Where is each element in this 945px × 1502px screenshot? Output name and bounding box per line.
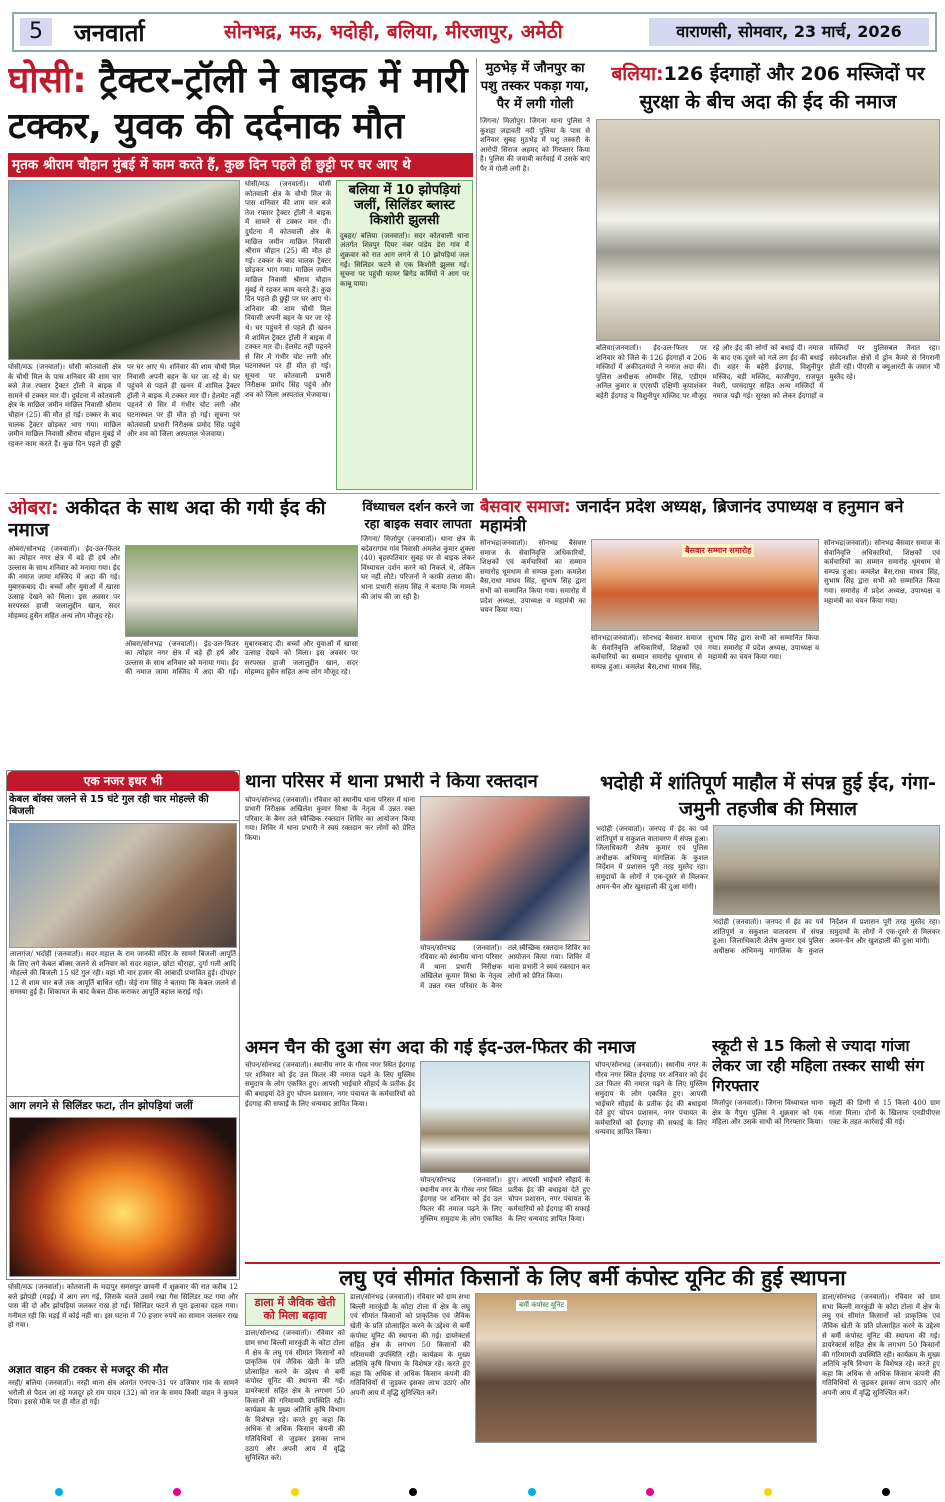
blood-body-2: चोपन/सोनभद्र (जनवार्ता)। रविवार को स्थानीय थाना परिसर में थाना प्रभारी निरीक्षक अखिलेश कुमार मिश्रा के नेतृत्व में उन्नत रक्त परिवार के बैनर तले स्वैच्छिक रक्तदान शिविर का आयोजन किया गया। शिविर में थाना प्रभारी ने स्वयं रक्तदान कर लोगों को प्रेरित किया। <box>420 943 590 991</box>
obra-body: ओबरा/सोनभद्र (जनवार्ता)। ईद-उल-फितर का त्योहार नगर क्षेत्र में बड़े ही हर्ष और उल्लास के साथ शनिवार को मनाया गया। ईद की नमाज जामा मस्जिद में अदा की गई। मुबारकबाद दी। बच्चों और युवाओं में खासा उत्साह देखने को मिला। इस अवसर पर सरपरस्त हाजी जलालुद्दीन खान, सदर मोहम्मद हुसैन सहित अन्य लोग मौजूद रहे। <box>125 639 358 677</box>
lead-body-col: घोसी/मऊ (जनवार्ता)। घोसी कोतवाली क्षेत्र के चौथी मिल के पास शनिवार की शाम चार बजे तेज रफ्तार ट्रैक्टर ट्रॉली ने बाइक में सामने से टक्कर मार दी। दुर्घटना में कोतवाली क्षेत्र के माछिल जमीन माछिल निवासी श्रीराम चौहान (25) की मौत हो गई। टक्कर के बाद चालक ट्रैक्टर छोड़कर भाग गया। माछिल जमीन माछिल निवासी श्रीराम चौहान मुंबई में रहकर काम करते हैं। कुछ दिन पहले ही छुट्टी पर घर आए थे। शनिवार की शाम चौथी मिल निवासी अपनी बहन के घर जा रहे थे। घर पहुंचने से पहले ही खनन में शामिल ट्रैक्टर ट्रॉली ने बाइक में टक्कर मार दी। हेलमेट नहीं पहनने से सिर में गंभीर चोट लगी और घटनास्थल पर ही मौत हो गई। सूचना पर कोतवाली प्रभारी निरीक्षक प्रमोद सिंह पहुंचे और शव को जिला अस्पताल भेजवाया। <box>245 180 331 400</box>
aman-body: चोपन/सोनभद्र (जनवार्ता)। स्थानीय नगर के गौरव नगर स्थित ईदगाह पर शनिवार को ईद उल फितर की नमाज पढ़ने के लिए मुस्लिम समुदाय के लोग एकत्रित हुए। आपसी भाईचारे सौहार्द के प्रतीक ईद की बधाइयां देते हुए चोपन प्रशासन, नगर पंचायत के कर्मचारियों को ईदगाह की सफाई के लिए धन्यवाद ज्ञापित किया। <box>245 1061 415 1108</box>
bhadohi-right-col <box>713 825 940 1028</box>
compost-body-3: डाला/सोनभद्र (जनवार्ता)। रविवार को ग्राम सभा बिल्ली मारकुंडी के कोटा टोला में क्षेत्र के लघु एवं सीमांत किसानों को प्राकृतिक एवं जैविक खेती के प्रति प्रोत्साहित करने के उद्देश्य से बर्मी कंपोस्ट यूनिट की स्थापना की गई। डायरेक्टर्स सहित क्षेत्र के लगभग 50 किसानों की गरिमामयी उपस्थिति रही। कार्यक्रम के मुख्य अतिथि कृषि विभाग के विशेषज्ञ रहे। करते हुए कहा कि अधिक से अधिक किसान कंपनी की गतिविधियों से जुड़कर इसका लाभ उठाएं और अपनी आय में वृद्धि सुनिश्चित करें। <box>822 1293 940 1398</box>
blood-content <box>245 796 590 1028</box>
ballia-fire-body: दुबहर/ बलिया (जनवार्ता)। सदर कोतवाली थाना अंतर्गत शिवपुर दियर नंबर पांडेय डेरा गांव में शुक्रवार को रात आग लगने से 10 झोपड़ियां जल गईं। सिलिंडर फटने से एक किशोरी झुलस गई। सूचना पर पहुंची फायर ब्रिगेड कर्मियों ने आग पर काबू पाया। <box>340 231 469 288</box>
lead-headline[interactable] <box>8 58 473 150</box>
baiswar-banner: बैसवार सम्मान समारोह <box>682 544 754 557</box>
aman-mid-col <box>420 1061 590 1258</box>
fire-body: घोसी/मऊ (जनवार्ता)। कोतवाली के मदापुर समसपुर छावनी में शुक्रवार की रात करीब 12 बजे झोपड़ी (मड़ई) में आग लग गई, जिसके चलते उसमें रखा गैस सिलिंडर फट गया और पास की दो और झोपड़ियां जलकर राख हो गईं। सिलिंडर फटने से पूरा इलाका दहल गया। गनीमत रही कि मड़ई में कोई नहीं था। इस घटना में 70 हजार रुपये का सामान जलकर राख हो गया। <box>8 1283 238 1330</box>
baiswar-kicker: बैसवार समाज: <box>480 498 571 516</box>
compost-headline[interactable]: लघु एवं सीमांत किसानों के लिए बर्मी कंपोस्ट यूनिट की हुई स्थापना <box>339 1266 846 1290</box>
compost-box <box>245 1293 345 1326</box>
fire-photo <box>9 1117 237 1277</box>
aman-body-2: चोपन/सोनभद्र (जनवार्ता)। स्थानीय नगर के गौरव नगर स्थित ईदगाह पर शनिवार को ईद उल फितर की नमाज पढ़ने के लिए मुस्लिम समुदाय के लोग एकत्रित हुए। आपसी भाईचारे सौहार्द के प्रतीक ईद की बधाइयां देते हुए चोपन प्रशासन, नगर पंचायत के कर्मचारियों को ईदगाह की सफाई के लिए धन्यवाद ज्ञापित किया। <box>420 1176 590 1223</box>
brand-name: जनवार्ता <box>74 19 145 47</box>
lead-left-col <box>8 180 240 490</box>
vindhyachal-article <box>361 498 475 765</box>
compost-left-col <box>245 1293 345 1476</box>
compost-box-headline[interactable]: डाला में जैविक खेती को मिला बढ़ावा <box>254 1296 336 1322</box>
ballia-fire-headline[interactable]: बलिया में 10 झोपड़ियां जलीं, सिलिंडर ब्लास्ट किशोरी झुलसी <box>348 183 461 228</box>
cable-box-photo <box>9 823 237 948</box>
baiswar-body-right: सोनभद्र(जनवार्ता)। सोनभद्र बैसवार समाज के सेवानिवृत्ति अधिकारियों, शिक्षकों एवं कर्मचारियों का सम्मान समारोह धूमधाम से सम्पन्न हुआ। कमलेश बैस,राधा माधव सिंह, सुभाष सिंह द्वारा सभी को सम्मानित किया गया। समारोह में प्रदेश अध्यक्ष, उपाध्यक्ष व महामंत्री का चयन किया गया। <box>824 538 940 605</box>
ballia-eid-article <box>596 60 940 490</box>
ek-nazar-headline[interactable]: केबल बॉक्स जलने से 15 घंटे गुल रही चार मोहल्ले की बिजली <box>7 793 239 821</box>
divider <box>5 493 940 494</box>
aman-article <box>245 1038 707 1258</box>
obra-kicker: ओबरा: <box>8 498 59 519</box>
compost-banner: बर्मी कंपोस्ट यूनिट <box>516 1300 567 1311</box>
lead-kicker: घोसी: <box>8 60 87 101</box>
ballia-fire-box <box>336 180 473 490</box>
left-bottom-articles <box>8 1283 238 1475</box>
baiswar-photo <box>591 539 819 631</box>
obra-content <box>8 545 358 765</box>
ballia-eid-kicker: बलिया: <box>611 63 664 85</box>
divider <box>245 1262 940 1264</box>
aman-eid-photo <box>420 1061 590 1173</box>
baiswar-headline-text: जनार्दन प्रदेश अध्यक्ष, ब्रिजानंद उपाध्यक्ष व हनुमान बने महामंत्री <box>480 498 904 535</box>
lead-subhead: मृतक श्रीराम चौहान मुंबई में काम करते हैं, कुछ दिन पहले ही छुट्टी पर घर आए थे <box>8 153 473 177</box>
ballia-eid-headline-text: 126 ईदगाहों और 206 मस्जिदों पर सुरक्षा के बीच अदा की ईद की नमाज <box>639 63 925 113</box>
ek-nazar-title: एक नजर इधर भी <box>7 771 239 791</box>
obra-article <box>8 498 358 765</box>
aman-content <box>245 1061 707 1258</box>
divider <box>476 58 477 490</box>
mutbhed-body: जिगना/ मिर्जापुर। जिगना थाना पुलिस ने कुशहा जड़ावती नदी पुलिया के पास से शनिवार सुबह मुठभेड़ में पशु तस्करी के आरोपी सिराज अहमद को गिरफ्तार किया है। पुलिस की जवाबी कार्रवाई में उसके बाएं पैर में गोली लगी है। <box>480 117 590 173</box>
lead-article <box>8 58 473 490</box>
baiswar-headline[interactable] <box>480 498 940 536</box>
bhadohi-body: भदोही (जनवार्ता)। जनपद में ईद का पर्व शांतिपूर्ण व सकुशल वातावरण में संपन्न हुआ। जिलाधिकारी शैलेष कुमार एवं पुलिस अधीक्षक अभिमन्यु मांगलिक के कुशल निर्देशन में प्रशासन पूरी तरह मुस्तैद रहा। समुदायों के लोगों ने एक-दूसरे से मिलकर अमन-चैन और खुशहाली की दुआ मांगी। <box>713 918 940 955</box>
obra-headline[interactable] <box>8 498 358 542</box>
ganja-headline[interactable]: स्कूटी से 15 किलो से ज्यादा गांजा लेकर जा रही महिला तस्कर साथी संग गिरफ्तार <box>712 1037 924 1095</box>
bhadohi-article <box>596 770 940 1028</box>
baiswar-mid-col <box>591 539 819 765</box>
ganja-article <box>712 1036 940 1258</box>
compost-content <box>245 1293 940 1476</box>
aman-headline[interactable]: अमन चैन की दुआ संग अदा की गई ईद-उल-फितर की नमाज <box>245 1038 636 1058</box>
mutbhed-headline[interactable]: मुठभेड़ में जौनपुर का पशु तस्कर पकड़ा गया, पैर में लगी गोली <box>480 61 590 112</box>
vindhyachal-headline[interactable]: विंध्याचल दर्शन करने जा रहा बाइक सवार लापता <box>362 499 474 531</box>
compost-body-1: डाला/सोनभद्र (जनवार्ता)। रविवार को ग्राम सभा बिल्ली मारकुंडी के कोटा टोला में क्षेत्र के लघु एवं सीमांत किसानों को प्राकृतिक एवं जैविक खेती के प्रति प्रोत्साहित करने के उद्देश्य से बर्मी कंपोस्ट यूनिट की स्थापना की गई। डायरेक्टर्स सहित क्षेत्र के लगभग 50 किसानों की गरिमामयी उपस्थिति रही। कार्यक्रम के मुख्य अतिथि कृषि विभाग के विशेषज्ञ रहे। करते हुए कहा कि अधिक से अधिक किसान कंपनी की गतिविधियों से जुड़कर इसका लाभ उठाएं और अपनी आय में वृद्धि सुनिश्चित करें। <box>245 1329 345 1463</box>
aman-body-3: चोपन/सोनभद्र (जनवार्ता)। स्थानीय नगर के गौरव नगर स्थित ईदगाह पर शनिवार को ईद उल फितर की नमाज पढ़ने के लिए मुस्लिम समुदाय के लोग एकत्रित हुए। आपसी भाईचारे सौहार्द के प्रतीक ईद की बधाइयां देते हुए चोपन प्रशासन, नगर पंचायत के कर्मचारियों को ईदगाह की सफाई के लिए धन्यवाद ज्ञापित किया। <box>595 1061 707 1137</box>
ek-nazar-box <box>6 770 240 1280</box>
blood-article <box>245 772 590 1028</box>
blood-headline[interactable]: थाना परिसर में थाना प्रभारी ने किया रक्तदान <box>245 772 538 792</box>
bhadohi-body-col: भदोही (जनवार्ता)। जनपद में ईद का पर्व शांतिपूर्ण व सकुशल वातावरण में संपन्न हुआ। जिलाधिकारी शैलेष कुमार एवं पुलिस अधीक्षक अभिमन्यु मांगलिक के कुशल निर्देशन में प्रशासन पूरी तरह मुस्तैद रहा। समुदायों के लोगों ने एक-दूसरे से मिलकर अमन-चैन और खुशहाली की दुआ मांगी। <box>596 825 708 891</box>
baiswar-body-col: सोनभद्र(जनवार्ता)। सोनभद्र बैसवार समाज के सेवानिवृत्ति अधिकारियों, शिक्षकों एवं कर्मचारियों का सम्मान समारोह धूमधाम से सम्पन्न हुआ। कमलेश बैस,राधा माधव सिंह, सुभाष सिंह द्वारा सभी को सम्मानित किया गया। समारोह में प्रदेश अध्यक्ष, उपाध्यक्ष व महामंत्री का चयन किया गया। <box>480 538 586 615</box>
lead-content <box>8 180 473 490</box>
compost-photo <box>475 1293 817 1443</box>
compost-article <box>245 1266 940 1476</box>
lead-headline-text: ट्रैक्टर-ट्रॉली ने बाइक में मारी टक्कर, युवक की दर्दनाक मौत <box>8 60 468 147</box>
obra-right-col <box>125 545 358 765</box>
unknown-vehicle-body: नरही/ बलिया (जनवार्ता)। नरही थाना क्षेत्र अंतर्गत एनएच-31 पर उजियार गांव के सामने भरौली से पैदल आ रहे मजदूर हरे राम यादव (32) को रात के समय किसी वाहन ने कुचल दिया। इससे मौके पर ही मौत हो गई। <box>8 1379 238 1407</box>
baiswar-body: सोनभद्र(जनवार्ता)। सोनभद्र बैसवार समाज के सेवानिवृत्ति अधिकारियों, शिक्षकों एवं कर्मचारियों का सम्मान समारोह धूमधाम से सम्पन्न हुआ। कमलेश बैस,राधा माधव सिंह, सुभाष सिंह द्वारा सभी को सम्मानित किया गया। समारोह में प्रदेश अध्यक्ष, उपाध्यक्ष व महामंत्री का चयन किया गया। <box>591 633 819 671</box>
ek-nazar-body: लालगंज/ भदोही (जनवार्ता)। सदर महाल के राम जानकी मंदिर के सामने बिजली आपूर्ति के लिए लगे केबल बॉक्स जलने से शनिवार को सदर महाल, छोटा चौराहा, दुर्गा गली आदि मोहल्ले की बिजली 15 घंटे गुल रही। वहां भी चार हजार की आबादी प्रभावित हुई। दोपहर 12 से शाम चार बजे तक आपूर्ति बाधित रही। जेई राम सिंह ने बताया कि केबल जलने से समस्या हुई है। शिकायत के बाद केबल ठीक कराकर आपूर्ति बहाल कराई गई। <box>10 950 236 997</box>
dateline: वाराणसी, सोमवार, 23 मार्च, 2026 <box>649 18 929 46</box>
ballia-eid-headline[interactable] <box>596 60 940 116</box>
blood-right-col <box>420 796 590 1028</box>
obra-eid-photo <box>125 545 358 637</box>
masthead <box>12 12 937 52</box>
print-registration-marks <box>0 1482 945 1502</box>
bhadohi-headline[interactable]: भदोही में शांतिपूर्ण माहौल में संपन्न हुई ईद, गंगा-जमुनी तहजीब की मिसाल <box>599 772 937 820</box>
page-number: 5 <box>20 18 52 46</box>
blood-body: चोपन/सोनभद्र (जनवार्ता)। रविवार को स्थानीय थाना परिसर में थाना प्रभारी निरीक्षक अखिलेश कुमार मिश्रा के नेतृत्व में उन्नत रक्त परिवार के बैनर तले स्वैच्छिक रक्तदान शिविर का आयोजन किया गया। शिविर में थाना प्रभारी ने स्वयं रक्तदान कर लोगों को प्रेरित किया। <box>245 795 415 843</box>
obra-headline-text: अकीदत के साथ अदा की गयी ईद की नमाज <box>8 498 326 541</box>
compost-body-2: डाला/सोनभद्र (जनवार्ता)। रविवार को ग्राम सभा बिल्ली मारकुंडी के कोटा टोला में क्षेत्र के लघु एवं सीमांत किसानों को प्राकृतिक एवं जैविक खेती के प्रति प्रोत्साहित करने के उद्देश्य से बर्मी कंपोस्ट यूनिट की स्थापना की गई। डायरेक्टर्स सहित क्षेत्र के लगभग 50 किसानों की गरिमामयी उपस्थिति रही। कार्यक्रम के मुख्य अतिथि कृषि विभाग के विशेषज्ञ रहे। करते हुए कहा कि अधिक से अधिक किसान कंपनी की गतिविधियों से जुड़कर इसका लाभ उठाएं और अपनी आय में वृद्धि सुनिश्चित करें। <box>350 1293 470 1398</box>
unknown-vehicle-headline[interactable]: अज्ञात वाहन की टक्कर से मजदूर की मौत <box>8 1363 168 1376</box>
blood-donation-photo <box>420 796 590 941</box>
baiswar-content <box>480 539 940 765</box>
regions-line: सोनभद्र, मऊ, भदोही, बलिया, मीरजापुर, अमेठी <box>224 21 563 43</box>
obra-body-col: ओबरा/सोनभद्र (जनवार्ता)। ईद-उल-फितर का त्योहार नगर क्षेत्र में बड़े ही हर्ष और उल्लास के साथ शनिवार को मनाया गया। ईद की नमाज जामा मस्जिद में अदा की गई। मुबारकबाद दी। बच्चों और युवाओं में खासा उत्साह देखने को मिला। इस अवसर पर सरपरस्त हाजी जलालुद्दीन खान, सदर मोहम्मद हुसैन सहित अन्य लोग मौजूद रहे। <box>8 544 120 620</box>
bhadohi-content <box>596 825 940 1028</box>
lead-body: घोसी/मऊ (जनवार्ता)। घोसी कोतवाली क्षेत्र के चौथी मिल के पास शनिवार की शाम चार बजे तेज रफ्तार ट्रैक्टर ट्रॉली ने बाइक में सामने से टक्कर मार दी। दुर्घटना में कोतवाली क्षेत्र के माछिल जमीन माछिल निवासी श्रीराम चौहान (25) की मौत हो गई। टक्कर के बाद चालक ट्रैक्टर छोड़कर भाग गया। माछिल जमीन माछिल निवासी श्रीराम चौहान मुंबई में रहकर काम करते हैं। कुछ दिन पहले ही छुट्टी पर घर आए थे। शनिवार की शाम चौथी मिल निवासी अपनी बहन के घर जा रहे थे। घर पहुंचने से पहले ही खनन में शामिल ट्रैक्टर ट्रॉली ने बाइक में टक्कर मार दी। हेलमेट नहीं पहनने से सिर में गंभीर चोट लगी और घटनास्थल पर ही मौत हो गई। सूचना पर कोतवाली प्रभारी निरीक्षक प्रमोद सिंह पहुंचे और शव को जिला अस्पताल भेजवाया। <box>8 363 240 448</box>
baiswar-article <box>480 498 940 765</box>
vindhyachal-body: जिगना/ मिर्जापुर (जनवार्ता)। थाना क्षेत्र के बदेवरागांव गांव निवासी अमलेश कुमार शुक्ला (40) बृहस्पतिवार सुबह घर से बाइक लेकर विंध्याचल दर्शन करने को निकले थे, लेकिन घर नहीं लौटे। परिजनों ने काफी तलाश की। थाना प्रभारी संजय सिंह ने बताया कि मामले की जांच की जा रही है। <box>361 535 475 601</box>
fire-headline[interactable]: आग लगने से सिलिंडर फटा, तीन झोपड़ियां जलीं <box>7 1096 239 1115</box>
mutbhed-article <box>480 60 590 490</box>
ganja-body: मिर्जापुर (जनवार्ता)। जिगना विंध्याचल थाना क्षेत्र के गैपुरा पुलिस ने शुक्रवार को एक महिला और उसके साथी को गिरफ्तार किया। स्कूटी की डिग्गी से 15 किलो 400 ग्राम गांजा मिला। दोनों के खिलाफ एनडीपीएस एक्ट के तहत कार्रवाई की गई। <box>712 1099 940 1127</box>
ballia-eid-photo <box>596 119 940 341</box>
bhadohi-eid-photo <box>713 825 940 915</box>
compost-photo-col <box>475 1293 817 1476</box>
tractor-trolley-photo <box>8 180 240 360</box>
ballia-eid-body: बलिया(जनवार्ता)। ईद-उल-फितर पर शनिवार को जिले के 126 ईदगाहों व 206 मस्जिदों में अकीदतमंदों ने नमाज अदा की। पुलिस अधीक्षक ओमवीर सिंह, एडीएम अनिल कुमार व एएसपी दक्षिणी कृपाशंकर बहेरी ईदगाह व विशुनीपुर मस्जिद पर मौजूद रहे और ईद की लोगों को बधाई दी। नमाज के बाद एक दूसरे को गले लग ईद की बधाई दी। शहर के बहेरी ईदगाह, विशुनीपुर मस्जिद, बड़ी मस्जिद, काजीपुरा, राजपूत नेवरी, परमंदापुर सहित अन्य मस्जिदों में नमाज पढ़ी गई। सुरक्षा को लेकर ईदगाहों व मस्जिदों पर पुलिसबल तैनात रहा। संवेदनशील क्षेत्रों में ड्रोन कैमरे से निगरानी होती रही। पीएसी व क्यूआरटी के जवान भी मुस्तैद रहे। <box>596 344 940 400</box>
